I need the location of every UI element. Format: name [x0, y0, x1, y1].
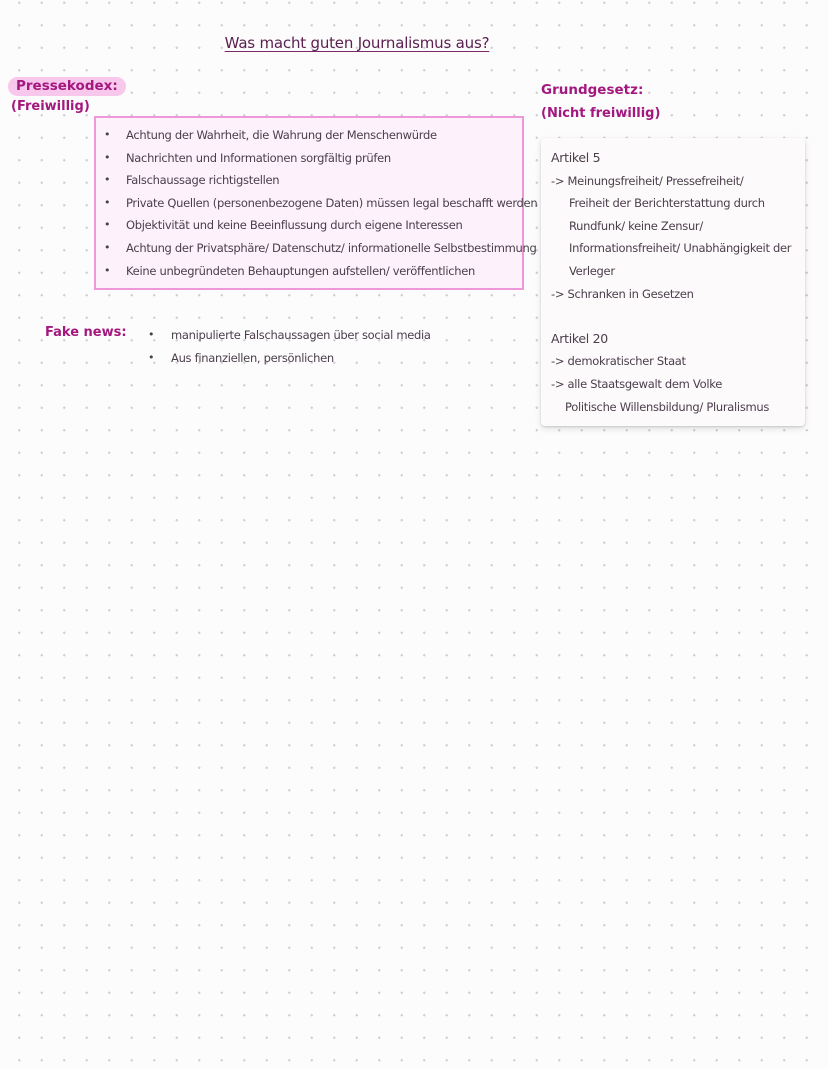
page-title: Was macht guten Journalismus aus?: [224, 34, 490, 52]
artikel-20-line: -> demokratischer Staat: [551, 354, 686, 369]
artikel-5-line: Rundfunk/ keine Zensur/: [569, 218, 703, 233]
pressekodex-item: • Achtung der Wahrheit, die Wahrung der Menschenwürde: [96, 124, 522, 147]
artikel-5-line: Verleger: [569, 263, 615, 278]
fake-news-label: Fake news:: [45, 325, 127, 340]
artikel-20-title: Artikel 20: [551, 330, 608, 346]
grundgesetz-heading: Grundgesetz:: [541, 82, 644, 98]
pressekodex-item: • Private Quellen (personenbezogene Daten) müssen legal beschafft werden: [96, 192, 522, 215]
pressekodex-heading: Pressekodex:: [8, 77, 126, 96]
pressekodex-item: • Objektivität und keine Beeinflussung durch eigene Interessen: [96, 214, 522, 237]
fake-news-item: • manipulierte Falschaussagen über social media: [146, 324, 431, 347]
fake-news-item: • Aus finanziellen, persönlichen: [146, 347, 431, 370]
artikel-5-line: Freiheit der Berichterstattung durch: [569, 196, 765, 211]
artikel-5-line: -> Schranken in Gesetzen: [551, 286, 694, 301]
pressekodex-subheading: (Freiwillig): [11, 99, 90, 114]
fake-news-list: [146, 324, 431, 369]
pressekodex-item: • Falschaussage richtigstellen: [96, 169, 522, 192]
pressekodex-item: • Achtung der Privatsphäre/ Datenschutz/ informationelle Selbstbestimmung: [96, 237, 522, 260]
pressekodex-item: • Keine unbegründeten Behauptungen aufstellen/ veröffentlichen: [96, 260, 522, 283]
artikel-5-title: Artikel 5: [551, 150, 601, 165]
spacer: [551, 305, 797, 328]
pressekodex-item: • Nachrichten und Informationen sorgfältig prüfen: [96, 147, 522, 170]
artikel-20-line: -> alle Staatsgewalt dem Volke: [551, 376, 722, 391]
pressekodex-box: [94, 116, 538, 290]
grundgesetz-subheading: (Nicht freiwillig): [541, 106, 661, 121]
artikel-20-line: Politische Willensbildung/ Pluralismus: [565, 399, 770, 414]
pressekodex-list: [96, 118, 538, 282]
grundgesetz-card: [541, 138, 805, 426]
artikel-5-line: Informationsfreiheit/ Unabhängigkeit der: [569, 241, 792, 256]
artikel-5-line: -> Meinungsfreiheit/ Pressefreiheit/: [551, 173, 744, 188]
